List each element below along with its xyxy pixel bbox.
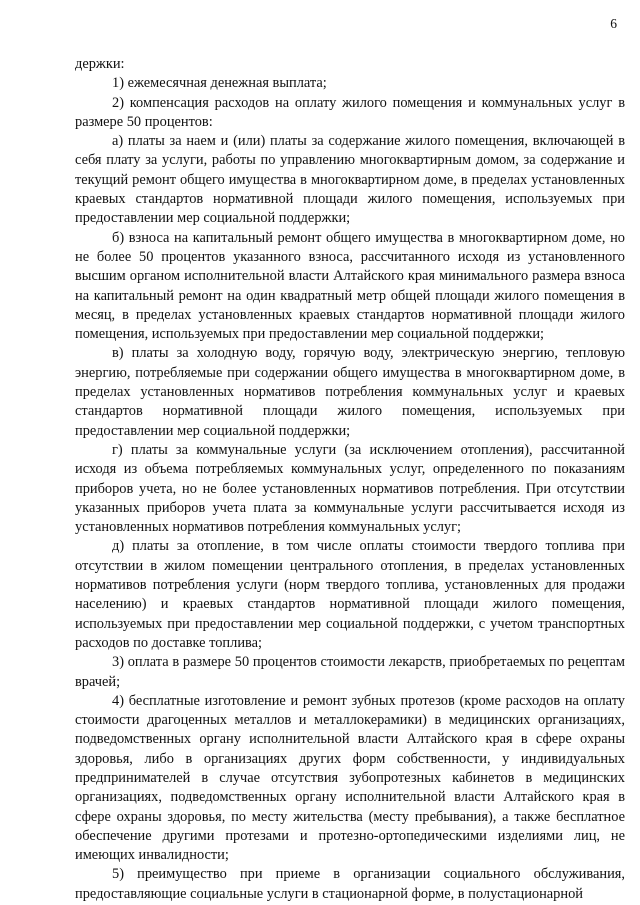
paragraph-subitem-b: б) взноса на капитальный ремонт общего имущества в многоквартирном доме, но не более 50 процентов указанного взноса, рассчитанного исходя из установленного высшим органом исполнительной власти Алтайского края минимального размера взноса на капитальный ремонт на один квадратный метр общей площади жилого помещения в месяц, в пределах установленных краевых стандартов нормативной площади жилого помещения, используемых при предоставлении мер социальной поддержки;	[75, 229, 625, 343]
paragraph-subitem-g: г) платы за коммунальные услуги (за исключением отопления), рассчитанной исходя из объема потребляемых коммунальных услуг, определенного по показаниям приборов учета, но не более установленных нормативов потребления. При отсутствии указанных приборов учета плата за коммунальные услуги рассчитывается исходя из установленных нормативов потребления коммунальных услуг;	[75, 441, 625, 536]
paragraph-item-2: 2) компенсация расходов на оплату жилого помещения и коммунальных услуг в размере 50 процентов:	[75, 94, 625, 130]
paragraph-item-1: 1) ежемесячная денежная выплата;	[112, 75, 327, 92]
paragraph-item-3: 3) оплата в размере 50 процентов стоимости лекарств, приобретаемых по рецептам врачей;	[75, 654, 625, 690]
paragraph-continuation: держки:	[75, 56, 125, 72]
paragraph-subitem-v: в) платы за холодную воду, горячую воду, электрическую энергию, тепловую энергию, потребляемые при содержании общего имущества в многоквартирном доме, в пределах установленных нормативов потребления коммунальных услуг и краевых стандартов нормативной площади жилого помещения, используемых при предоставлении мер социальной поддержки;	[75, 345, 625, 439]
page-number: 6	[610, 16, 617, 31]
document-body	[75, 55, 625, 904]
paragraph-subitem-a: а) платы за наем и (или) платы за содержание жилого помещения, включающей в себя плату за услуги, работы по управлению многоквартирным домом, за содержание и текущий ремонт общего имущества в многоквартирном доме, в пределах установленных краевых стандартов нормативной площади жилого помещения, используемых при предоставлении мер социальной поддержки;	[75, 133, 625, 227]
paragraph-subitem-d: д) платы за отопление, в том числе оплаты стоимости твердого топлива при отсутствии в жилом помещении центрального отопления, в пределах установленных нормативов потребления услуги (норм твердого топлива, установленных для продажи населению) и краевых стандартов нормативной площади жилого помещения, используемых при предоставлении мер социальной поддержки, с учетом транспортных расходов по доставке топлива;	[75, 538, 625, 651]
paragraph-item-5: 5) преимущество при приеме в организации социального обслуживания, предоставляющие социальные услуги в стационарной форме, в полустационарной	[75, 866, 625, 902]
paragraph-item-4: 4) бесплатные изготовление и ремонт зубных протезов (кроме расходов на оплату стоимости драгоценных металлов и металлокерамики) в медицинских организациях, подведомственных органу исполнительной власти Алтайского края в сфере охраны здоровья, либо в организациях других форм собственности, у индивидуальных предпринимателей в случае отсутствия зубопротезных кабинетов в медицинских организациях, подведомственных органу исполнительной власти Алтайского края в сфере охраны здоровья, по месту жительства (месту пребывания), а также бесплатное обеспечение другими протезами и протезно-ортопедическими изделиями лиц, не имеющих инвалидности;	[75, 692, 625, 864]
